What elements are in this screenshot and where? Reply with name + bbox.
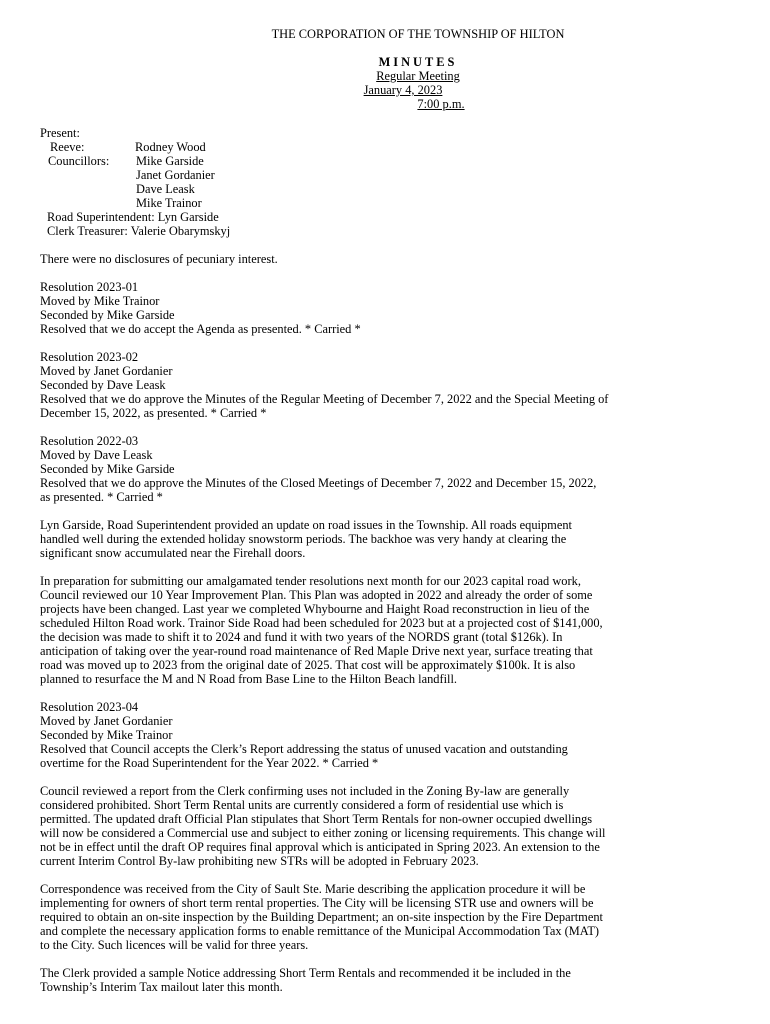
paragraph-line: required to obtain an on-site inspection by the Building Department; an on-site inspection by the Fire Department xyxy=(40,910,603,924)
councillor-name: Mike Garside xyxy=(136,154,204,168)
resolution-text: Resolved that Council accepts the Clerk’s Report addressing the status of unused vacation and outstanding xyxy=(40,742,568,756)
attendance-section xyxy=(40,126,736,238)
reeve-row xyxy=(40,140,736,154)
paragraph-line: Correspondence was received from the City of Sault Ste. Marie describing the application procedure it will be xyxy=(40,882,586,896)
correspondence-paragraph xyxy=(40,882,736,952)
seconded-by: Seconded by Dave Leask xyxy=(40,378,166,392)
resolution-title: Resolution 2023-02 xyxy=(40,350,139,364)
meeting-date: January 4, 2023 xyxy=(363,83,443,97)
moved-by: Moved by Janet Gordanier xyxy=(40,364,173,378)
capital-road-paragraph xyxy=(40,574,736,686)
paragraph-line: Council reviewed our 10 Year Improvement Plan. This Plan was adopted in 2022 and already the order of some xyxy=(40,588,593,602)
paragraph-line: considered prohibited. Short Term Rental units are currently considered a form of residential use which is xyxy=(40,798,564,812)
councillor-name: Janet Gordanier xyxy=(136,168,215,182)
paragraph-line: projects have been changed. Last year we completed Whybourne and Haight Road reconstruction in lieu of the xyxy=(40,602,590,616)
resolution-title: Resolution 2023-01 xyxy=(40,280,139,294)
paragraph-line: handled well during the extended holiday snowstorm periods. The backhoe was very handy at clearing the xyxy=(40,532,567,546)
resolution-text: December 15, 2022, as presented. * Carried * xyxy=(40,406,267,420)
paragraph-line: scheduled Hilton Road work. Trainor Side Road had been scheduled for 2023 but at a projected cost of $141,000, xyxy=(40,616,603,630)
councillors-row xyxy=(40,154,736,168)
paragraph-line: Lyn Garside, Road Superintendent provided an update on road issues in the Township. All roads equipment xyxy=(40,518,572,532)
resolution-text: as presented. * Carried * xyxy=(40,490,163,504)
paragraph-line: In preparation for submitting our amalgamated tender resolutions next month for our 2023 capital road work, xyxy=(40,574,581,588)
paragraph-line: Council reviewed a report from the Clerk confirming uses not included in the Zoning By-law are generally xyxy=(40,784,570,798)
seconded-by: Seconded by Mike Garside xyxy=(40,308,175,322)
councillor-name: Mike Trainor xyxy=(136,196,202,210)
resolution-text: overtime for the Road Superintendent for the Year 2022. * Carried * xyxy=(40,756,379,770)
paragraph-line: anticipation of taking over the year-round road maintenance of Red Maple Drive next year, surface treating that xyxy=(40,644,593,658)
resolution-title: Resolution 2022-03 xyxy=(40,434,139,448)
resolution-text: Resolved that we do approve the Minutes of the Regular Meeting of December 7, 2022 and the Special Meeting of xyxy=(40,392,609,406)
paragraph-line: to the City. Such licences will be valid for three years. xyxy=(40,938,309,952)
paragraph-line: and complete the necessary application forms to enable remittance of the Municipal Accommodation Tax (MAT) xyxy=(40,924,600,938)
paragraph-line: The Clerk provided a sample Notice addressing Short Term Rentals and recommended it be included in the xyxy=(40,966,571,980)
resolution-text: Resolved that we do accept the Agenda as presented. * Carried * xyxy=(40,322,361,336)
resolution-2023-04 xyxy=(40,700,736,770)
seconded-by: Seconded by Mike Trainor xyxy=(40,728,173,742)
resolution-2022-03 xyxy=(40,434,736,504)
document-header xyxy=(40,27,736,111)
road-update-paragraph xyxy=(40,518,736,560)
notice-paragraph xyxy=(40,966,736,994)
road-superintendent: Road Superintendent: Lyn Garside xyxy=(47,210,219,224)
minutes-heading: MINUTES xyxy=(378,55,458,69)
corporation-title: THE CORPORATION OF THE TOWNSHIP OF HILTON xyxy=(271,27,565,41)
reeve-label: Reeve: xyxy=(50,140,85,154)
resolution-text: Resolved that we do approve the Minutes of the Closed Meetings of December 7, 2022 and December 15, 2022, xyxy=(40,476,597,490)
paragraph-line: current Interim Control By-law prohibiting new STRs will be adopted in February 2023. xyxy=(40,854,479,868)
councillor-name: Dave Leask xyxy=(136,182,195,196)
paragraph-line: will now be considered a Commercial use and subject to either zoning or licensing requirements. This change will xyxy=(40,826,606,840)
paragraph-line: permitted. The updated draft Official Plan stipulates that Short Term Rentals for non-owner occupied dwellings xyxy=(40,812,593,826)
resolution-title: Resolution 2023-04 xyxy=(40,700,139,714)
paragraph-line: road was moved up to 2023 from the original date of 2025. That cost will be approximately $100k. It is also xyxy=(40,658,576,672)
paragraph-line: implementing for owners of short term rental properties. The City will be licensing STR use and owners will be xyxy=(40,896,594,910)
meeting-type: Regular Meeting xyxy=(376,69,460,83)
paragraph-line: planned to resurface the M and N Road from Base Line to the Hilton Beach landfill. xyxy=(40,672,458,686)
paragraph-line: Township’s Interim Tax mailout later this month. xyxy=(40,980,283,994)
moved-by: Moved by Mike Trainor xyxy=(40,294,160,308)
paragraph-line: not be in effect until the draft OP requires final approval which is anticipated in Spring 2023. An extension to the xyxy=(40,840,600,854)
moved-by: Moved by Dave Leask xyxy=(40,448,153,462)
councillors-label: Councillors: xyxy=(48,154,110,168)
present-label: Present: xyxy=(40,126,80,140)
str-report-paragraph xyxy=(40,784,736,868)
seconded-by: Seconded by Mike Garside xyxy=(40,462,175,476)
paragraph-line: the decision was made to shift it to 2024 and fund it with two years of the NORDS grant (total $126k). In xyxy=(40,630,563,644)
paragraph-line: significant snow accumulated near the Firehall doors. xyxy=(40,546,306,560)
resolution-2023-01 xyxy=(40,280,736,336)
clerk-treasurer: Clerk Treasurer: Valerie Obarymskyj xyxy=(47,224,231,238)
pecuniary-disclosure: There were no disclosures of pecuniary interest. xyxy=(40,252,278,266)
meeting-time: 7:00 p.m. xyxy=(417,97,465,111)
moved-by: Moved by Janet Gordanier xyxy=(40,714,173,728)
reeve-name: Rodney Wood xyxy=(135,140,206,154)
resolution-2023-02 xyxy=(40,350,736,420)
